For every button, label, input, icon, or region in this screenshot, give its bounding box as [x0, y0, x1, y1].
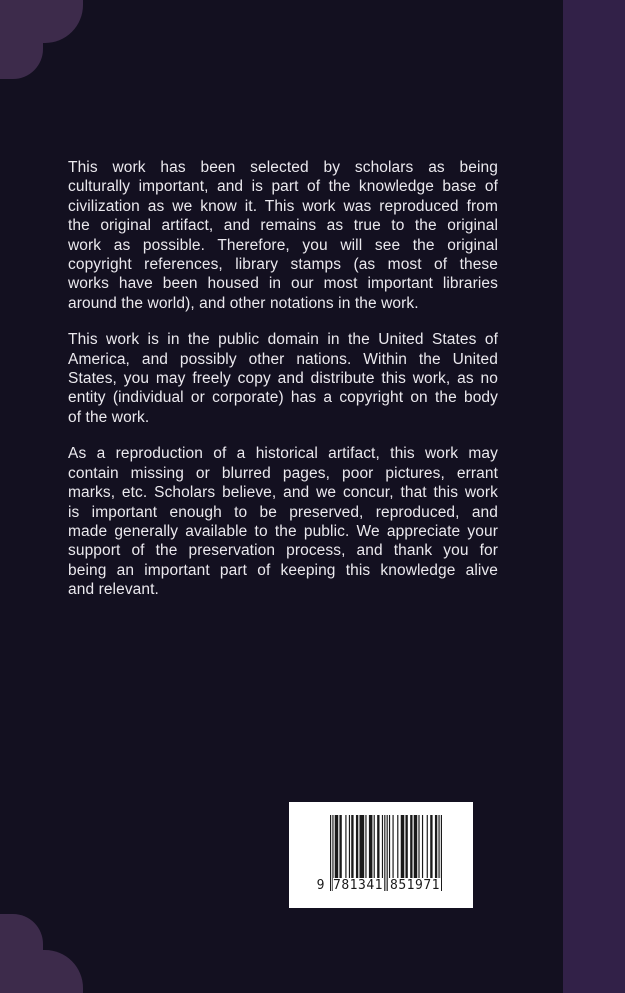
text-line: States, you may freely copy and distribute this work, as no [68, 370, 498, 388]
paragraph [68, 330, 498, 427]
text-line: marks, etc. Scholars believe, and we concur, that this work [68, 484, 498, 502]
text-line: the original artifact, and remains as true to the original [68, 217, 498, 235]
ornament-lobe-small [0, 43, 43, 79]
text-line: America, and possibly other nations. Within the United [68, 350, 498, 368]
text-line: copyright references, library stamps (as most of these [68, 256, 498, 274]
text-line: entity (individual or corporate) has a copyright on the body [68, 389, 498, 407]
isbn-digit-group: 851971 [390, 878, 440, 893]
text-line: support of the preservation process, and thank you for [68, 542, 498, 560]
ornament-lobe-small [0, 914, 43, 950]
text-line: This work is in the public domain in the United States of [68, 331, 498, 349]
body-text [68, 158, 498, 600]
ornament-lobe-large [0, 0, 83, 43]
ornament-lobe-large [0, 950, 83, 993]
text-line: work as possible. Therefore, you will see the original [68, 236, 498, 254]
text-line: is important enough to be preserved, reproduced, and [68, 503, 498, 521]
paragraph [68, 158, 498, 313]
text-line: As a reproduction of a historical artifact, this work may [68, 445, 498, 463]
paragraph [68, 444, 498, 599]
text-line: contain missing or blurred pages, poor pictures, errant [68, 464, 498, 482]
spine-band [563, 0, 625, 993]
text-line: made generally available to the public. We appreciate your [68, 522, 498, 540]
isbn-barcode [289, 802, 473, 908]
isbn-digit-group: 781341 [333, 878, 383, 893]
text-line: culturally important, and is part of the knowledge base of [68, 178, 498, 196]
text-line: civilization as we know it. This work was reproduced from [68, 197, 498, 215]
text-line: of the work. [68, 408, 150, 426]
text-line: This work has been selected by scholars as being [68, 159, 498, 176]
isbn-digit-group: 9 [316, 878, 325, 893]
text-line: and relevant. [68, 581, 159, 599]
text-line: works have been housed in our most important libraries [68, 275, 498, 293]
text-line: around the world), and other notations in the work. [68, 294, 419, 312]
text-line: being an important part of keeping this knowledge alive [68, 561, 498, 579]
